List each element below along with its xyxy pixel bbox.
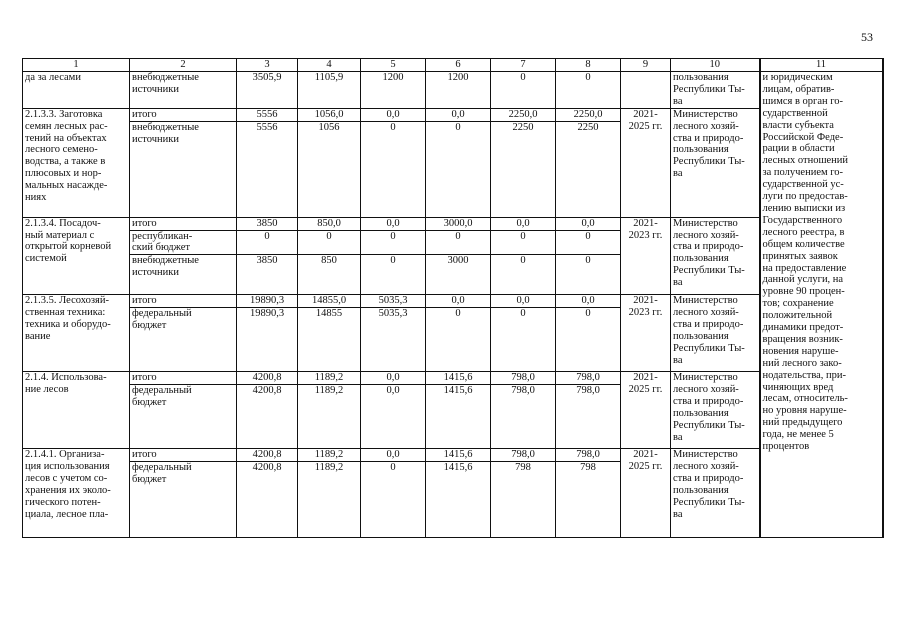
col-header: 10: [671, 59, 760, 72]
activity-name: 2.1.4. Использова- ние лесов: [23, 372, 130, 449]
value-2023: 3000,0: [426, 217, 491, 230]
value-2025: 0,0: [556, 295, 621, 308]
value-2022: 5035,3: [361, 295, 426, 308]
table-row: [23, 449, 883, 462]
col-header: 5: [361, 59, 426, 72]
program-table: [22, 58, 884, 538]
value-2023: 0: [426, 121, 491, 217]
value-2021: 1189,2: [298, 462, 361, 538]
activity-name: да за лесами: [23, 72, 130, 109]
value-total: 3505,9: [237, 72, 298, 109]
value-total: 19890,3: [237, 295, 298, 308]
value-2024: 2250,0: [491, 108, 556, 121]
period: 2021- 2023 гг.: [621, 217, 671, 295]
value-2025: 0: [556, 230, 621, 255]
value-2022: 0: [361, 255, 426, 295]
value-2025: 798,0: [556, 372, 621, 385]
value-2024: 0: [491, 255, 556, 295]
value-2023: 1415,6: [426, 462, 491, 538]
value-2021: 1189,2: [298, 449, 361, 462]
value-2025: 0: [556, 255, 621, 295]
value-2023: 1415,6: [426, 449, 491, 462]
value-2025: 0: [556, 72, 621, 109]
value-2021: 0: [298, 230, 361, 255]
value-2021: 1105,9: [298, 72, 361, 109]
funding-source: внебюджетные источники: [130, 121, 237, 217]
value-total: 19890,3: [237, 308, 298, 372]
value-2024: 0,0: [491, 295, 556, 308]
value-2025: 798,0: [556, 385, 621, 449]
col-header: 1: [23, 59, 130, 72]
value-2024: 0: [491, 72, 556, 109]
value-2024: 0,0: [491, 217, 556, 230]
value-total: 3850: [237, 217, 298, 230]
header-row: [23, 59, 883, 72]
funding-source: республикан- ский бюджет: [130, 230, 237, 255]
value-2024: 798,0: [491, 449, 556, 462]
value-2024: 0: [491, 308, 556, 372]
responsible-ministry: Министерство лесного хозяй- ства и природо- пользования Республики Ты- ва: [671, 449, 760, 538]
responsible-ministry: пользования Республики Ты- ва: [671, 72, 760, 109]
activity-name: 2.1.3.4. Посадоч- ный материал с открытой корневой системой: [23, 217, 130, 295]
value-2024: 798,0: [491, 385, 556, 449]
value-2025: 0: [556, 308, 621, 372]
value-2024: 798: [491, 462, 556, 538]
value-2022: 1200: [361, 72, 426, 109]
value-2025: 798: [556, 462, 621, 538]
responsible-ministry: Министерство лесного хозяй- ства и природо- пользования Республики Ты- ва: [671, 108, 760, 217]
value-2021: 1056,0: [298, 108, 361, 121]
period: 2021- 2023 гг.: [621, 295, 671, 372]
value-total: 5556: [237, 108, 298, 121]
table-row: [23, 217, 883, 230]
value-2023: 0: [426, 230, 491, 255]
value-2022: 0: [361, 121, 426, 217]
value-2023: 0: [426, 308, 491, 372]
funding-source: федеральный бюджет: [130, 385, 237, 449]
period: 2021- 2025 гг.: [621, 108, 671, 217]
value-2022: 5035,3: [361, 308, 426, 372]
value-total: 3850: [237, 255, 298, 295]
activity-name: 2.1.3.3. Заготовка семян лесных рас- тений на объектах лесного семено- водства, а также в плюсовых и нор- мальных насажде- ниях: [23, 108, 130, 217]
value-2024: 798,0: [491, 372, 556, 385]
value-2021: 14855,0: [298, 295, 361, 308]
value-2021: 1189,2: [298, 385, 361, 449]
col-header: 6: [426, 59, 491, 72]
funding-source: федеральный бюджет: [130, 462, 237, 538]
value-2021: 14855: [298, 308, 361, 372]
value-total: 0: [237, 230, 298, 255]
value-2022: 0: [361, 462, 426, 538]
col-header: 3: [237, 59, 298, 72]
value-2023: 1415,6: [426, 385, 491, 449]
table-row: [23, 108, 883, 121]
funding-source: итого: [130, 295, 237, 308]
funding-source: внебюджетные источники: [130, 255, 237, 295]
value-2024: 2250: [491, 121, 556, 217]
value-2023: 0,0: [426, 295, 491, 308]
responsible-ministry: Министерство лесного хозяй- ства и природо- пользования Республики Ты- ва: [671, 372, 760, 449]
value-2024: 0: [491, 230, 556, 255]
value-2023: 1415,6: [426, 372, 491, 385]
value-2025: 798,0: [556, 449, 621, 462]
value-2023: 1200: [426, 72, 491, 109]
period: 2021- 2025 гг.: [621, 449, 671, 538]
funding-source: итого: [130, 449, 237, 462]
value-2025: 2250: [556, 121, 621, 217]
value-2021: 1189,2: [298, 372, 361, 385]
value-2022: 0,0: [361, 108, 426, 121]
value-2022: 0: [361, 230, 426, 255]
col-header: 8: [556, 59, 621, 72]
col-header: 4: [298, 59, 361, 72]
col-header: 9: [621, 59, 671, 72]
value-2023: 3000: [426, 255, 491, 295]
value-2022: 0,0: [361, 217, 426, 230]
value-2021: 1056: [298, 121, 361, 217]
value-2025: 0,0: [556, 217, 621, 230]
responsible-ministry: Министерство лесного хозяй- ства и природо- пользования Республики Ты- ва: [671, 217, 760, 295]
period: 2021- 2025 гг.: [621, 372, 671, 449]
funding-source: федеральный бюджет: [130, 308, 237, 372]
value-total: 4200,8: [237, 385, 298, 449]
value-total: 4200,8: [237, 462, 298, 538]
col-header: 2: [130, 59, 237, 72]
funding-source: итого: [130, 108, 237, 121]
value-total: 4200,8: [237, 372, 298, 385]
value-total: 4200,8: [237, 449, 298, 462]
funding-source: итого: [130, 217, 237, 230]
period: [621, 72, 671, 109]
funding-source: итого: [130, 372, 237, 385]
col-header: 7: [491, 59, 556, 72]
value-2021: 850,0: [298, 217, 361, 230]
activity-name: 2.1.4.1. Организа- ция использования лесов с учетом со- хранения их эколо- гического потен- циала, лесное пла-: [23, 449, 130, 538]
table-row: [23, 295, 883, 308]
value-2022: 0,0: [361, 449, 426, 462]
page-number: 53: [861, 30, 873, 44]
value-2022: 0,0: [361, 372, 426, 385]
responsible-ministry: Министерство лесного хозяй- ства и природо- пользования Республики Ты- ва: [671, 295, 760, 372]
value-2025: 2250,0: [556, 108, 621, 121]
funding-source: внебюджетные источники: [130, 72, 237, 109]
value-total: 5556: [237, 121, 298, 217]
expected-result: и юридическим лицам, обратив- шимся в орган го- сударственной власти субъекта Российской Феде- рации в области лесных отношений за получением го- сударственной ус- луги по предостав- лению выписки из Государственного лесного реестра, в общем количестве принятых заявок на предоставление данной услуги, на уровне 90 процен- тов; сохранение положительной динамики предот- вращения возник- новения наруше- ний лесного зако- нодательства, при- чиняющих вред лесам, относитель- но уровня наруше- ний предыдущего года, не менее 5 процентов: [760, 72, 883, 538]
table-row: [23, 372, 883, 385]
activity-name: 2.1.3.5. Лесохозяй- ственная техника: техника и оборудо- вание: [23, 295, 130, 372]
col-header: 11: [760, 59, 883, 72]
value-2021: 850: [298, 255, 361, 295]
table-row: [23, 72, 883, 109]
value-2022: 0,0: [361, 385, 426, 449]
value-2023: 0,0: [426, 108, 491, 121]
